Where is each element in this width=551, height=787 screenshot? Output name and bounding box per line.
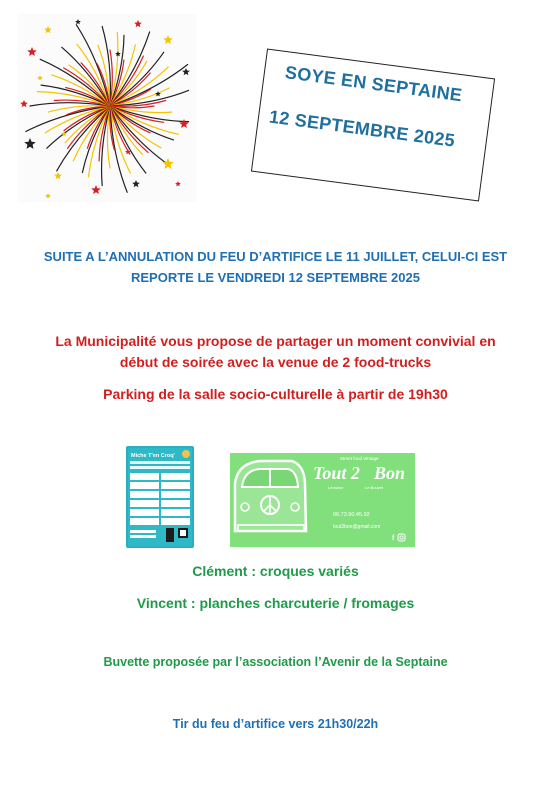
firework-star bbox=[175, 181, 181, 186]
invitation-line-1: La Municipalité vous propose de partager un moment convivial en bbox=[55, 333, 496, 349]
event-date-title: 12 SEPTEMBRE 2025 bbox=[267, 106, 457, 151]
invitation-line-2: début de soirée avec la venue de 2 food-trucks bbox=[119, 354, 432, 370]
event-town-title: SOYE EN SEPTAINE bbox=[283, 62, 464, 106]
menu-cell bbox=[161, 518, 190, 525]
firework-star bbox=[134, 20, 142, 27]
menu-cell bbox=[161, 500, 190, 507]
firework-star bbox=[54, 172, 62, 179]
firework-star bbox=[24, 138, 35, 149]
menu-cell bbox=[161, 473, 190, 480]
firework-star bbox=[179, 119, 189, 128]
firework-star bbox=[44, 26, 52, 33]
firework-star bbox=[45, 193, 51, 198]
truck-phone: 06.73.90.45.92 bbox=[333, 512, 370, 518]
announcement-line-1: SUITE A L’ANNULATION DU FEU D’ARTIFICE LE 11 JUILLET, CELUI-CI EST bbox=[43, 249, 508, 264]
firework-star bbox=[182, 68, 190, 75]
parking-info: Parking de la salle socio-culturelle à partir de 19h30 bbox=[103, 386, 448, 402]
menu-cell bbox=[130, 518, 159, 525]
menu-cell bbox=[130, 509, 159, 516]
vendor-vincent: Vincent : planches charcuterie / fromages bbox=[136, 595, 415, 611]
truck-tagline: Street food Vintage bbox=[340, 456, 379, 461]
buvette-info: Buvette proposée par l’association l’Avenir de la Septaine bbox=[103, 655, 448, 669]
firework-star bbox=[163, 35, 173, 44]
menu-cell bbox=[161, 509, 190, 516]
menu-flyer-title: Miche T'en Croq' bbox=[131, 453, 175, 459]
menu-cell bbox=[161, 491, 190, 498]
truck-sub-2: Le Bouvet bbox=[365, 485, 384, 490]
svg-text:f: f bbox=[392, 535, 395, 542]
firework-star bbox=[20, 100, 28, 107]
menu-cell bbox=[130, 473, 159, 480]
menu-cell bbox=[130, 491, 159, 498]
truck-logo-text-1: Tout 2 bbox=[313, 463, 360, 483]
firework-star bbox=[75, 19, 81, 24]
fireworks-time: Tir du feu d’artifice vers 21h30/22h bbox=[172, 717, 379, 731]
menu-cell bbox=[161, 482, 190, 489]
fireworks-icon bbox=[18, 14, 196, 202]
fireworks-illustration bbox=[18, 14, 196, 202]
truck-logo-text-2: Bon bbox=[374, 463, 406, 483]
firework-star bbox=[37, 75, 43, 80]
menu-cell bbox=[130, 500, 159, 507]
menu-flyer-image bbox=[126, 446, 194, 548]
truck-card-image bbox=[230, 453, 415, 547]
vendor-clement: Clément : croques variés bbox=[192, 563, 359, 579]
firework-star bbox=[162, 158, 173, 169]
firework-star bbox=[91, 185, 101, 194]
announcement-line-2: REPORTE LE VENDREDI 12 SEPTEMBRE 2025 bbox=[131, 270, 420, 285]
menu-cell bbox=[130, 482, 159, 489]
van-icon bbox=[235, 461, 306, 531]
firework-star bbox=[132, 180, 140, 187]
firework-star bbox=[27, 47, 37, 56]
truck-sub-1: Lemoine bbox=[328, 485, 344, 490]
event-title-box bbox=[251, 49, 495, 202]
truck-email: tout2bon@gmail.com bbox=[333, 524, 381, 530]
